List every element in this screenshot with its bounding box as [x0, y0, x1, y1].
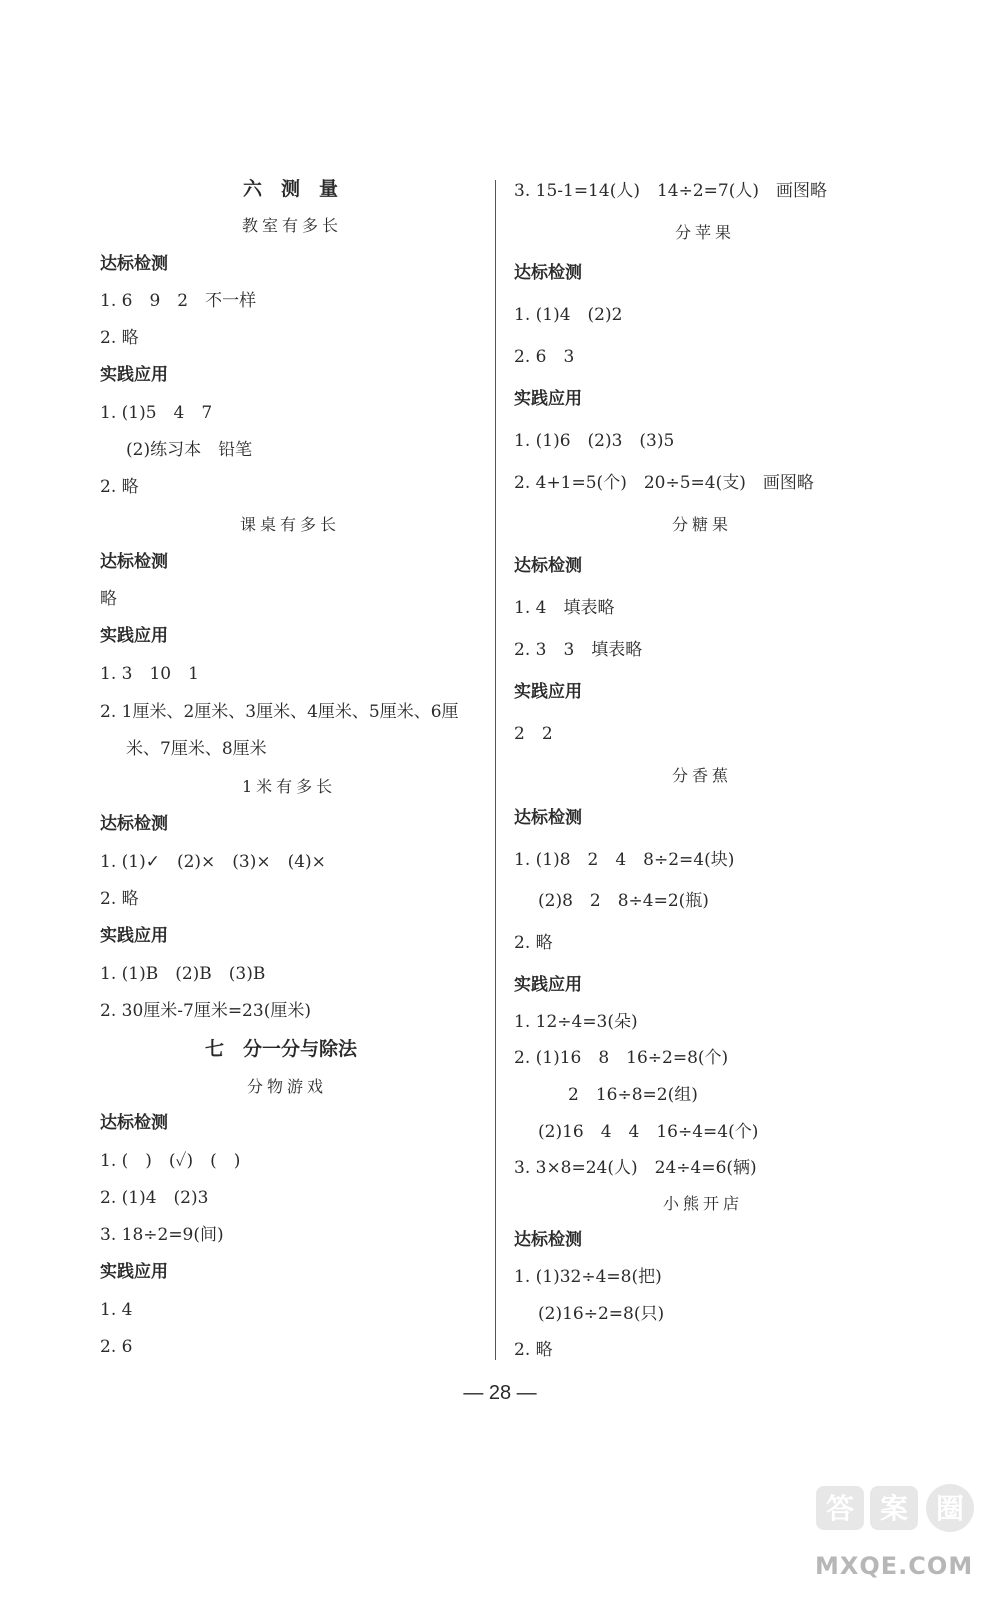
answer-line: 1. (1)6 (2)3 (3)5: [514, 431, 675, 451]
answer-line: (2)8 2 8÷4=2(瓶): [538, 891, 709, 911]
answer-line: 1. (1)5 4 7: [100, 403, 213, 423]
answer-line: (2)练习本 铅笔: [126, 440, 253, 460]
answer-line: 2. 略: [100, 328, 139, 348]
answer-line: 1. 12÷4=3(朵): [514, 1012, 638, 1032]
answer-line: 1. 6 9 2 不一样: [100, 291, 257, 311]
answer-line: 1. 4 填表略: [514, 598, 615, 618]
answer-line: 3. 15-1=14(人) 14÷2=7(人) 画图略: [514, 181, 827, 201]
answer-line: 2. 4+1=5(个) 20÷5=4(支) 画图略: [514, 473, 814, 493]
svg-text:答: 答: [825, 1492, 855, 1525]
answer-line: 1. ( ) (✓) ( ): [100, 1151, 241, 1171]
answer-line: 1. (1)✓ (2)× (3)× (4)×: [100, 852, 326, 872]
section-title: 分糖果: [672, 515, 733, 534]
answer-line: 1. (1)B (2)B (3)B: [100, 964, 266, 984]
answer-line: 1. (1)32÷4=8(把): [514, 1267, 662, 1287]
section-title: 分物游戏: [247, 1077, 328, 1096]
answer-line: 米、7厘米、8厘米: [126, 739, 267, 759]
answer-line: 2. (1)16 8 16÷2=8(个): [514, 1048, 729, 1068]
answer-line: 2. 1厘米、2厘米、3厘米、4厘米、5厘米、6厘: [100, 702, 459, 722]
subheading: 实践应用: [100, 926, 168, 946]
section-title: 小熊开店: [663, 1194, 744, 1213]
chapter-title: 七 分一分与除法: [205, 1038, 358, 1060]
subheading: 达标检测: [100, 1113, 168, 1133]
subheading: 达标检测: [514, 263, 582, 283]
answer-line: 2. 6: [100, 1337, 133, 1357]
answer-line: 2. 略: [100, 477, 139, 497]
subheading: 达标检测: [100, 814, 168, 834]
section-title: 教室有多长: [242, 216, 343, 235]
section-title: 课桌有多长: [240, 515, 341, 534]
answer-line: 1. (1)8 2 4 8÷2=4(块): [514, 850, 735, 870]
page-number: — 28 —: [463, 1382, 537, 1404]
answer-line: (2)16 4 4 16÷4=4(个): [538, 1122, 759, 1142]
subheading: 实践应用: [514, 682, 582, 702]
answer-line: 2 2: [514, 724, 553, 744]
watermark-url: MXQE.COM: [815, 1552, 974, 1580]
subheading: 达标检测: [100, 254, 168, 274]
answer-line: 1. (1)4 (2)2: [514, 305, 623, 325]
subheading: 实践应用: [514, 975, 582, 995]
answer-line: 2. (1)4 (2)3: [100, 1188, 209, 1208]
answer-line: 略: [100, 589, 117, 609]
chapter-title: 六 测 量: [243, 178, 339, 200]
svg-text:案: 案: [879, 1492, 909, 1525]
svg-text:圈: 圈: [935, 1492, 965, 1525]
subheading: 达标检测: [100, 552, 168, 572]
section-title: 1米有多长: [242, 777, 337, 796]
answer-line: 1. 3 10 1: [100, 664, 199, 684]
answer-line: 3. 18÷2=9(间): [100, 1225, 224, 1245]
subheading: 达标检测: [514, 1230, 582, 1250]
answer-line: 2. 略: [514, 1340, 553, 1360]
answer-line: 2. 略: [514, 933, 553, 953]
answer-line: 2 16÷8=2(组): [568, 1085, 698, 1105]
subheading: 实践应用: [100, 365, 168, 385]
answer-line: (2)16÷2=8(只): [538, 1304, 665, 1324]
subheading: 达标检测: [514, 808, 582, 828]
answer-line: 2. 3 3 填表略: [514, 640, 643, 660]
column-divider: [495, 180, 496, 1360]
answer-line: 2. 30厘米-7厘米=23(厘米): [100, 1001, 311, 1021]
answer-line: 3. 3×8=24(人) 24÷4=6(辆): [514, 1158, 757, 1178]
answer-line: 1. 4: [100, 1300, 133, 1320]
subheading: 实践应用: [514, 389, 582, 409]
section-title: 分香蕉: [672, 766, 733, 785]
answer-line: 2. 略: [100, 889, 139, 909]
subheading: 达标检测: [514, 556, 582, 576]
section-title: 分苹果: [675, 223, 736, 242]
answer-line: 2. 6 3: [514, 347, 575, 367]
subheading: 实践应用: [100, 626, 168, 646]
subheading: 实践应用: [100, 1262, 168, 1282]
